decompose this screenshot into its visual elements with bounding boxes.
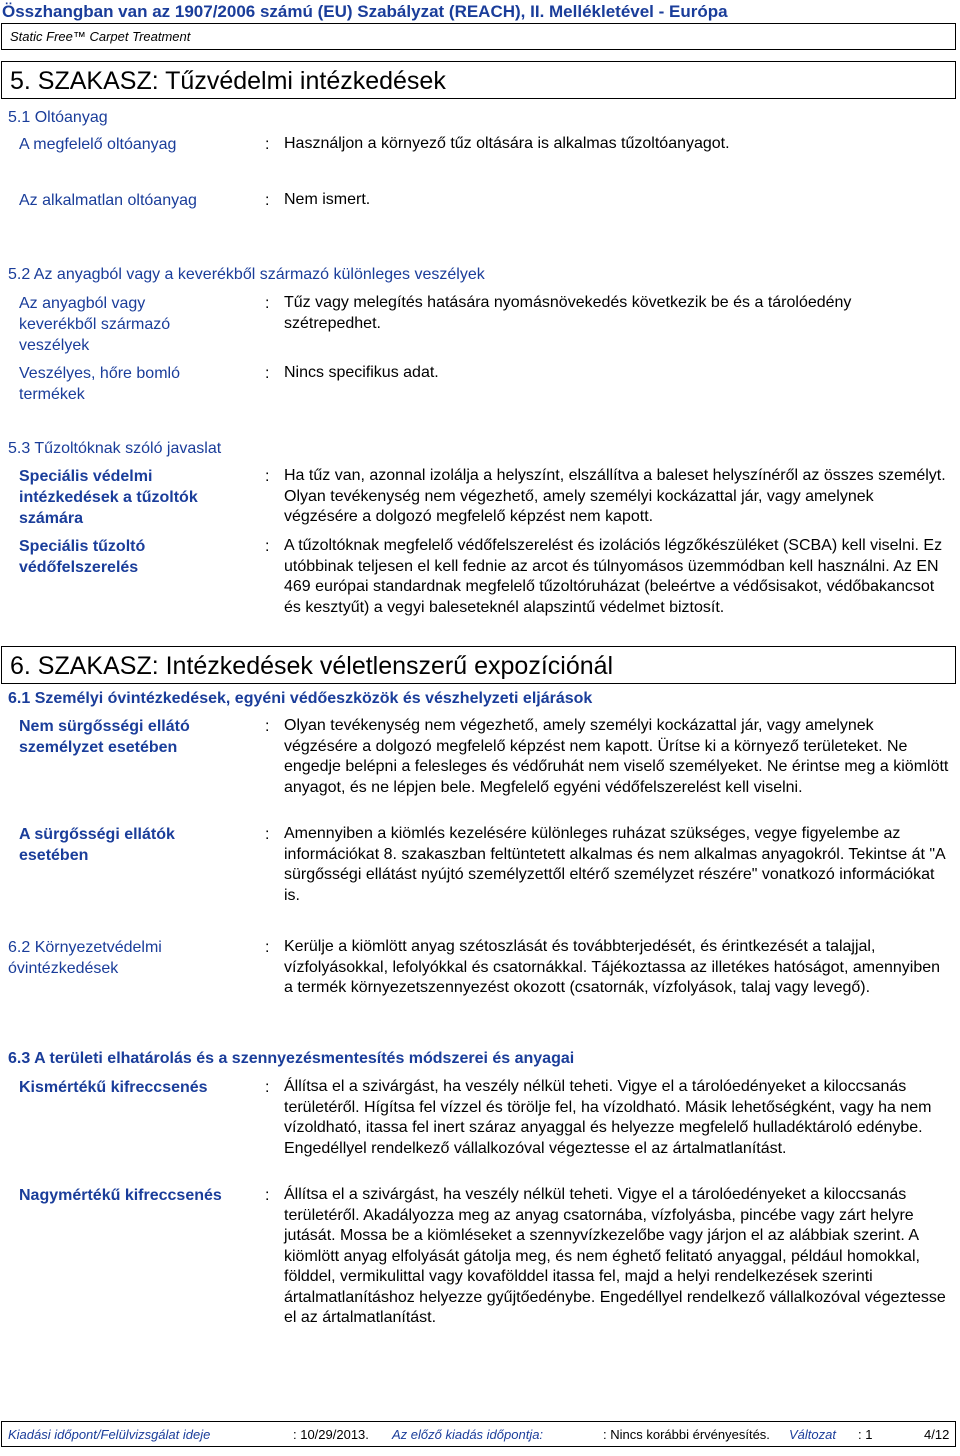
row-label: A megfelelő oltóanyag bbox=[19, 136, 177, 153]
section-6-header bbox=[1, 646, 956, 684]
previous-issue-label: Az előző kiadás időpontja: bbox=[392, 1427, 544, 1442]
colon: : bbox=[265, 468, 270, 485]
colon: : bbox=[265, 718, 270, 735]
document-title: Összhangban van az 1907/2006 számú (EU) Szabályzat (REACH), II. Mellékletével - Európa bbox=[2, 2, 728, 21]
row-value: Állítsa el a szivárgást, ha veszély nélkül teheti. Vigye el a tárolóedényeket a kiloccsanás területéről. Hígítsa fel vízzel és törölje fel, ha vízoldható. Másik lehetőségként, vagy ha nem vízoldható, itassa fel inert száraz anyaggal és helyezze megfelelő hulladéktároló edénybe. Engedéllyel rendelkező vállalkozóval végeztesse el az ártalmatlanítást. bbox=[284, 1078, 932, 1157]
colon: : bbox=[265, 192, 270, 209]
row-value: Használjon a környező tűz oltására is alkalmas tűzoltóanyagot. bbox=[284, 135, 730, 152]
subsection-6-1-title: 6.1 Személyi óvintézkedések, egyéni védőeszközök és vészhelyzeti eljárások bbox=[8, 690, 593, 707]
subsection-6-3-title: 6.3 A területi elhatárolás és a szennyezésmentesítés módszerei és anyagai bbox=[8, 1050, 575, 1067]
row-label: Kismértékű kifreccsenés bbox=[19, 1079, 208, 1096]
row-value: Amennyiben a kiömlés kezelésére különleges ruházat szükséges, vegye figyelembe az információkat 8. szakaszban feltüntetett alkalmas és nem alkalmas anyagokról. Tekintse át "A sürgősségi ellátást nyújtó személyzettől eltérő személyzet részére" vonatkozó információkat is. bbox=[284, 825, 945, 904]
previous-issue-value: : Nincs korábbi érvényesítés. bbox=[603, 1427, 770, 1442]
issue-date-label: Kiadási időpont/Felülvizsgálat ideje bbox=[8, 1427, 211, 1442]
colon: : bbox=[265, 136, 270, 153]
row-value: A tűzoltóknak megfelelő védőfelszerelést és izolációs légzőkészüléket (SCBA) kell viselni. Ez utóbbinak teljesen el kell fednie az arcot és túlnyomásos üzemmódban kell használni. Az EN 469 európai standardnak megfelelő tűzoltóruházat (beleértve a védősisakot, védőbakancsot és kesztyűt) a vegyi baleseteknél alapszintű védelmet biztosít. bbox=[284, 537, 943, 616]
colon: : bbox=[265, 939, 270, 956]
row-value: Állítsa el a szivárgást, ha veszély nélkül teheti. Vigye el a tárolóedényeket a kiloccsanás területéről. Akadályozza meg az anyag csatornába, vízfolyásba, pincébe vagy zárt helyre jutását. Mossa be a kiömléseket a szennyvízkezelőbe vagy járjon el az alábbiak szerint. A kiömlött anyag elfolyását gátolja meg, és nem éghető felitató anyaggal, például homokkal, földdel, vermikulittal vagy kovafölddel itassa fel, majd a helyi rendelkezések szerinti ártalmatlanításhoz helyezze gyűjtőedénybe. Engedéllyel rendelkező vállalkozóval végeztesse el az ártalmatlanítást. bbox=[284, 1186, 946, 1326]
section-5-title: 5. SZAKASZ: Tűzvédelmi intézkedések bbox=[10, 67, 446, 95]
row-value: Kerülje a kiömlött anyag szétoszlását és továbbterjedését, és érintkezését a talajjal, vízfolyásokkal, lefolyókkal és csatornákkal. Tájékoztassa az illetékes hatóságot, amennyiben a termék környezetszennyezést okozott (csatornák, vízfolyások, talaj vagy levegő). bbox=[284, 938, 941, 996]
colon: : bbox=[265, 826, 270, 843]
product-name: Static Free™ Carpet Treatment bbox=[10, 29, 191, 44]
product-bar bbox=[1, 23, 956, 50]
row-value: Olyan tevékenység nem végezhető, amely személyi kockázattal jár, vagy amelynek végzésére a dolgozó megfelelő képzést nem kapott. Ürítse ki a környező területeket. Ne engedje belépni a felesleges és védőruhát nem viselő személyeket. Ne érintse meg a kiömlött anyagot, és ne lépjen bele. Megfelelő egyéni védőfelszerelést kell viselni. bbox=[284, 717, 949, 796]
version-label: Változat bbox=[789, 1427, 836, 1442]
row-value: Tűz vagy melegítés hatására nyomásnövekedés következik be és a tárolóedény szétrepedhet. bbox=[284, 294, 852, 332]
row-label: Nagymértékű kifreccsenés bbox=[19, 1187, 222, 1204]
colon: : bbox=[265, 365, 270, 382]
subsection-5-2-title: 5.2 Az anyagból vagy a keverékből származó különleges veszélyek bbox=[8, 266, 485, 283]
subsection-5-1-title: 5.1 Oltóanyag bbox=[8, 109, 108, 126]
section-6-title: 6. SZAKASZ: Intézkedések véletlenszerű expozíciónál bbox=[10, 652, 614, 680]
footer-bar bbox=[1, 1421, 956, 1447]
page-number: 4/12 bbox=[924, 1427, 950, 1442]
row-value: Ha tűz van, azonnal izolálja a helyszínt, elszállítva a baleset helyszínéről az összes személyt. Olyan tevékenység nem végezhető, amely személyi kockázattal jár, vagy amelynek végzésére a dolgozó megfelelő képzést nem kapott. bbox=[284, 467, 946, 525]
colon: : bbox=[265, 295, 270, 312]
subsection-5-3-title: 5.3 Tűzoltóknak szóló javaslat bbox=[8, 440, 222, 457]
row-value: Nincs specifikus adat. bbox=[284, 364, 439, 381]
issue-date-value: : 10/29/2013. bbox=[293, 1427, 369, 1442]
row-label: Az anyagból vagy keverékből származó veszélyek bbox=[19, 295, 171, 354]
subsection-6-2-title: 6.2 Környezetvédelmi óvintézkedések bbox=[8, 939, 162, 977]
row-label: Speciális védelmi intézkedések a tűzoltók számára bbox=[19, 468, 198, 527]
row-label: Nem sürgősségi ellátó személyzet esetében bbox=[19, 718, 190, 756]
version-value: : 1 bbox=[858, 1427, 873, 1442]
section-5-header bbox=[1, 61, 956, 99]
colon: : bbox=[265, 1079, 270, 1096]
colon: : bbox=[265, 1187, 270, 1204]
row-label: Speciális tűzoltó védőfelszerelés bbox=[19, 538, 146, 576]
row-label: Veszélyes, hőre bomló termékek bbox=[19, 365, 180, 403]
colon: : bbox=[265, 538, 270, 555]
row-value: Nem ismert. bbox=[284, 191, 371, 208]
row-label: A sürgősségi ellátók esetében bbox=[19, 826, 175, 864]
row-label: Az alkalmatlan oltóanyag bbox=[19, 192, 197, 209]
